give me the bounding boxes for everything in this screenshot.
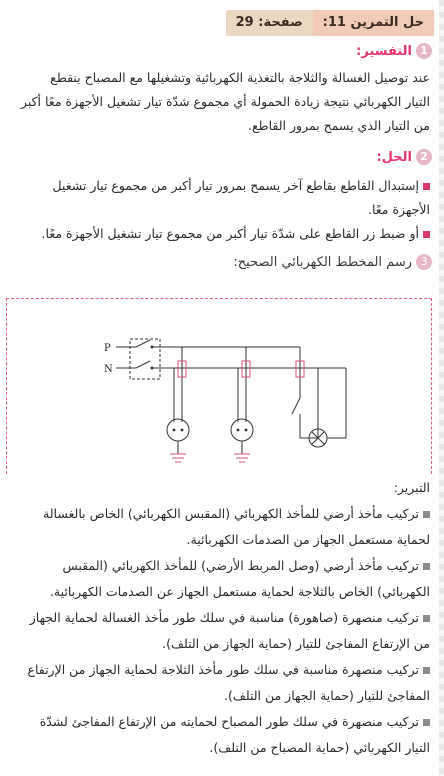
bullet-text: إستبدال القاطع بقاطع آخر يسمح بمرور تيار أكبر من مجموع تيار تشغيل (52, 178, 419, 193)
section-3-title: رسم المخطط الكهربائي الصحيح: (233, 254, 412, 270)
section-3-number: 3 (416, 254, 432, 270)
label-n: N (104, 364, 113, 375)
bullet-item (8, 709, 430, 735)
bullet-item (8, 501, 430, 527)
section-1-number: 1 (416, 43, 432, 59)
section-2-number: 2 (416, 149, 432, 165)
bullet-square-icon (423, 667, 430, 674)
label-p: P (104, 343, 111, 354)
justification-text (8, 501, 430, 761)
section-1-line: عند توصيل الغسالة والثلاجة بالتغذية الكهربائية وتشغيلها مع المصباح ينقطع (50, 70, 430, 85)
justification-heading: التبرير: (393, 480, 430, 495)
bullet-continuation: من الإرتفاع المفاجئ للتيار (حماية الجهاز من التلف). (162, 636, 430, 651)
bullet-continuation: الأجهزة معًا. (367, 202, 430, 217)
bullet-text: تركيب منصهرة (صاهورة) مناسبة في سلك طور مأخذ الغسالة لحماية الجهاز (29, 610, 419, 625)
section-1-title: التفسير: (356, 43, 412, 59)
bullet-continuation: الكهربائي) الخاص بالثلاجة لحماية مستعمل الجهاز عن الصدمات الكهربائية. (49, 584, 430, 599)
breaker-box (130, 339, 160, 379)
socket-fridge-icon (231, 419, 253, 441)
section-1-line: من التيار الذي يسمح بمرور القاطع. (248, 118, 430, 133)
bullet-text: تركيب مأخذ أرضي للمأخذ الكهربائي (المقبس الكهربائي) الخاص بالغسالة (43, 506, 419, 521)
bullet-text: أو ضبط زر القاطع على شدّة تيار أكبر من مجموع تيار تشغيل الأجهزة معًا. (41, 226, 419, 241)
bullet-text: تركيب منصهرة مناسبة في سلك طور مأخذ الثلاجة لحماية الجهاز من الإرتفاع (27, 662, 419, 677)
bullet-square-icon (423, 719, 430, 726)
bullet-text: تركيب منصهرة في سلك طور المصباح لحمايته من الإرتفاع المفاجئ لشدّة (39, 714, 419, 729)
bullet-square-icon (423, 615, 430, 622)
breaker-switch-n (136, 361, 150, 368)
page-label: صفحة: 29 (235, 15, 303, 30)
exercise-label: حل التمرين 11: (313, 10, 434, 36)
bullet-item (8, 553, 430, 579)
bullet-square-icon (423, 511, 430, 518)
bullet-square-icon (423, 563, 430, 570)
bullet-item (8, 605, 430, 631)
breaker-switch-p (136, 340, 150, 347)
lamp-switch (292, 398, 300, 414)
section-2-title: الحل: (376, 149, 412, 165)
bullet-continuation: التيار الكهربائي (حماية المصباح من التلف). (209, 740, 430, 755)
section-1-line: التيار الكهربائي نتيجة زيادة الحمولة أي مجموع شدّة تيار تشغيل الأجهزة معًا أكبر (20, 94, 430, 109)
bullet-continuation: المفاجئ للتيار (حماية الجهاز من التلف). (224, 688, 430, 703)
bullet-text: تركيب مأخذ أرضي (وصل المربط الأرضي) للمأخذ الكهربائي (المقبس (62, 558, 419, 573)
socket-washer-icon (167, 419, 189, 441)
bullet-item (8, 657, 430, 683)
bullet-continuation: لحماية مستعمل الجهاز من الصدمات الكهربائية. (186, 532, 430, 547)
